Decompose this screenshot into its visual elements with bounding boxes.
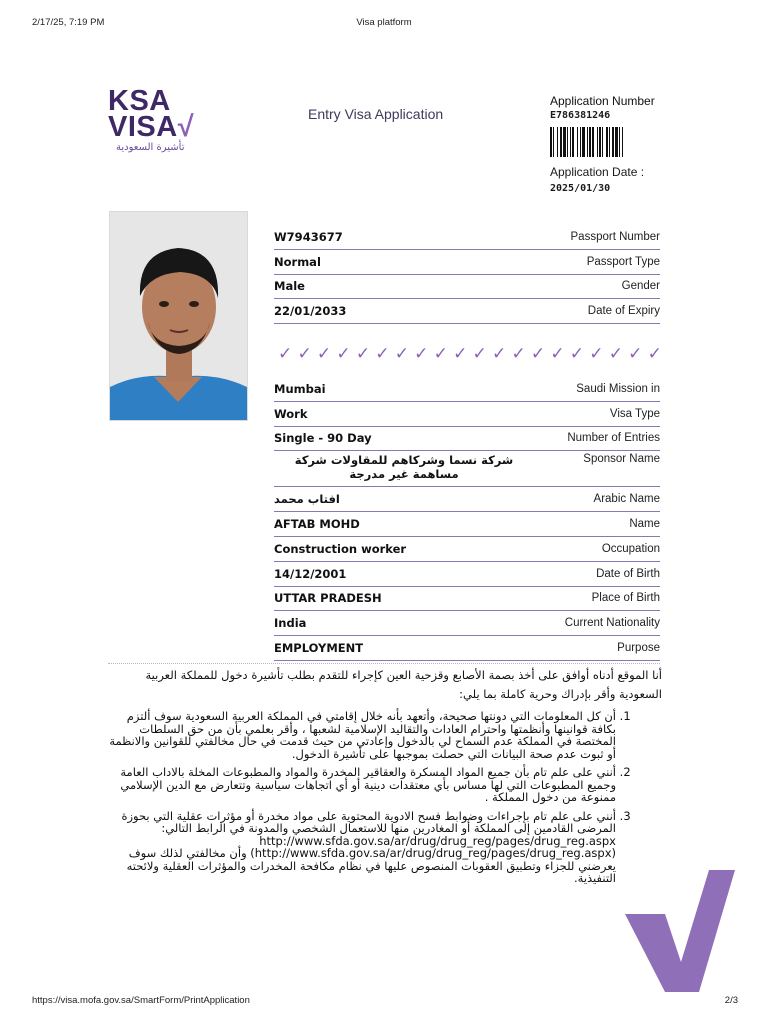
logo-visa-wordmark bbox=[108, 111, 198, 143]
section-divider bbox=[108, 663, 660, 664]
passport-type-value: Normal bbox=[274, 254, 321, 269]
check-icon: ✓ bbox=[647, 344, 662, 364]
sponsor-name-label: Sponsor Name bbox=[583, 453, 660, 466]
sponsor-name-value: شركة نسما وشركاهم للمقاولات شركة مساهمة غير مدرجة bbox=[294, 453, 514, 482]
field-row-passport-number bbox=[274, 225, 660, 250]
barcode-bar bbox=[622, 127, 623, 157]
saudi-mission-value: Mumbai bbox=[274, 381, 326, 396]
check-icon: ✓ bbox=[394, 344, 409, 364]
check-icon: ✓ bbox=[550, 344, 565, 364]
barcode-bar bbox=[570, 127, 571, 157]
field-row-name bbox=[274, 512, 660, 537]
check-icon: ✓ bbox=[608, 344, 623, 364]
declaration-item: 1. أن كل المعلومات التي دونتها صحيحة، وأتعهد بأنه خلال إقامتي في المملكة العربية السعودية سوف ألتزم بكافة قوانينها وأنظمتها واحترام العادات والتقاليد الإسلامية لشعبها ، وأقر بعلمي بأن من حق السلطات المختصة في المملكة عدم السماح لي بالدخول وإعادتي من حيث قدمت في حال مخالفتي للقوانين والانظمة أو ثبوت عدم صحة البيانات التي حصلت بموجبها على تأشيرة الدخول. bbox=[100, 710, 616, 760]
date-of-expiry-label: Date of Expiry bbox=[587, 305, 660, 318]
barcode-bar bbox=[550, 127, 552, 157]
declaration-text bbox=[100, 666, 662, 891]
date-of-expiry-value: 22/01/2033 bbox=[274, 304, 347, 319]
barcode-bar bbox=[553, 127, 554, 157]
check-icon: ✓ bbox=[628, 344, 643, 364]
gender-label: Gender bbox=[621, 280, 660, 293]
field-row-current-nationality bbox=[274, 611, 660, 636]
declaration-list bbox=[100, 710, 662, 885]
passport-details bbox=[274, 225, 660, 324]
check-icon: ✓ bbox=[453, 344, 468, 364]
name-value: AFTAB MOHD bbox=[274, 517, 360, 532]
check-icon: ✓ bbox=[569, 344, 585, 364]
barcode-bar bbox=[563, 127, 566, 157]
application-barcode bbox=[550, 127, 662, 157]
number-of-entries-label: Number of Entries bbox=[567, 432, 660, 445]
barcode-bar bbox=[615, 127, 618, 157]
check-icon: ✓ bbox=[589, 344, 604, 364]
print-page-number: 2/3 bbox=[724, 995, 738, 1006]
barcode-bar bbox=[582, 127, 585, 157]
check-icon: ✓ bbox=[530, 344, 546, 364]
check-icon: ✓ bbox=[511, 344, 526, 364]
visa-details bbox=[274, 377, 660, 661]
barcode-bar bbox=[592, 127, 594, 157]
barcode-bar bbox=[560, 127, 562, 157]
barcode-bar bbox=[606, 127, 608, 157]
occupation-value: Construction worker bbox=[274, 541, 407, 556]
place-of-birth-label: Place of Birth bbox=[591, 592, 660, 605]
application-number-label: Application Number bbox=[550, 94, 655, 108]
barcode-bar bbox=[557, 127, 558, 157]
check-icon: ✓ bbox=[297, 344, 312, 364]
purpose-label: Purpose bbox=[617, 642, 660, 655]
field-row-saudi-mission bbox=[274, 377, 660, 402]
application-number: E786381246 bbox=[550, 110, 611, 121]
barcode-bar bbox=[577, 127, 578, 157]
current-nationality-value: India bbox=[274, 616, 307, 631]
application-date: 2025/01/30 bbox=[550, 183, 611, 194]
applicant-photo bbox=[109, 211, 248, 421]
field-row-number-of-entries bbox=[274, 427, 660, 452]
barcode-bar bbox=[587, 127, 588, 157]
print-title: Visa platform bbox=[356, 17, 412, 28]
barcode-bar bbox=[619, 127, 620, 157]
barcode-bar bbox=[612, 127, 614, 157]
check-icon: ✓ bbox=[336, 344, 351, 364]
barcode-bar bbox=[589, 127, 591, 157]
visa-type-value: Work bbox=[274, 406, 308, 421]
current-nationality-label: Current Nationality bbox=[564, 617, 660, 630]
applicant-portrait-graphic bbox=[110, 212, 247, 420]
print-datetime: 2/17/25, 7:19 PM bbox=[32, 17, 105, 28]
watermark-check-icon bbox=[625, 870, 735, 992]
arabic-name-value: افتاب محمد bbox=[274, 492, 340, 507]
print-url: https://visa.mofa.gov.sa/SmartForm/PrintApplication bbox=[32, 995, 250, 1006]
check-icon: ✓ bbox=[316, 344, 332, 364]
logo-ksa-text: KSA bbox=[108, 85, 171, 117]
security-check-strip bbox=[278, 345, 662, 363]
field-row-date-of-expiry bbox=[274, 299, 660, 324]
declaration-item: 3. أنني على علم تام بإجراءات وضوابط فسح الادوية المحتوية على مواد مخدرة أو مؤثرات عقلية التي بحوزة المرضى القادمين إلى المملكة أو المغادرين منها للاستعمال الشخصي والمدونة في الرابط التالي: http://www.sfda.gov.sa/ar/drug/drug_reg/pages/drug_reg.aspx (http://www.sfda.gov.sa/ar/drug/drug_reg/pages/drug_reg.aspx) وأن مخالفتي لذلك سوف يعرضني للجزاء وتطبيق العقوبات المنصوص عليها في نظام مكافحة المخدرات والمؤثرات العقلية ولائحته التنفيذية. bbox=[100, 810, 616, 885]
check-icon: ✓ bbox=[433, 344, 448, 364]
logo-check-icon: √ bbox=[177, 111, 195, 143]
visa-type-label: Visa Type bbox=[609, 407, 660, 420]
barcode-bar bbox=[580, 127, 581, 157]
field-row-occupation bbox=[274, 537, 660, 562]
barcode-bar bbox=[567, 127, 568, 157]
barcode-bar bbox=[572, 127, 574, 157]
passport-number-label: Passport Number bbox=[570, 230, 660, 243]
passport-type-label: Passport Type bbox=[586, 255, 660, 268]
place-of-birth-value: UTTAR PRADESH bbox=[274, 591, 382, 606]
declaration-item: 2. أنني على علم تام بأن جميع المواد المسكرة والعقاقير المخدرة والمواد والمطبوعات المخلة بالاداب العامة وجميع المطبوعات التي لها مساس بأي معتقدات دينية أو أي اتجاهات سياسية وتتعارض مع الدين الإسلامي ممنوعة من دخول المملكة . bbox=[100, 766, 616, 804]
field-row-sponsor-name bbox=[274, 451, 660, 487]
gender-value: Male bbox=[274, 279, 305, 294]
application-info bbox=[550, 95, 670, 194]
date-of-birth-value: 14/12/2001 bbox=[274, 566, 347, 581]
check-icon: ✓ bbox=[355, 344, 371, 364]
field-row-gender bbox=[274, 275, 660, 300]
ksa-visa-logo bbox=[108, 85, 198, 158]
number-of-entries-value: Single - 90 Day bbox=[274, 431, 372, 446]
declaration-intro: أنا الموقع أدناه أوافق على أخذ بصمة الأصابع وقزحية العين كإجراء للتقدم بطلب تأشيرة دخول للمملكة العربية السعودية وأقر بإدراك وحرية كاملة بما يلي: bbox=[145, 668, 662, 701]
check-icon: ✓ bbox=[375, 344, 390, 364]
field-row-visa-type bbox=[274, 402, 660, 427]
saudi-mission-label: Saudi Mission in bbox=[576, 382, 660, 395]
field-row-arabic-name bbox=[274, 487, 660, 512]
field-row-date-of-birth bbox=[274, 562, 660, 587]
barcode-bar bbox=[609, 127, 610, 157]
logo-visa-text: VISA bbox=[108, 111, 178, 143]
application-date-label: : Application Date bbox=[550, 165, 645, 179]
field-row-place-of-birth bbox=[274, 587, 660, 612]
barcode-bar bbox=[599, 127, 601, 157]
purpose-value: EMPLOYMENT bbox=[274, 641, 364, 656]
field-row-purpose bbox=[274, 636, 660, 661]
check-icon: ✓ bbox=[491, 344, 507, 364]
document-title: Entry Visa Application bbox=[308, 106, 444, 122]
passport-number-value: W7943677 bbox=[274, 229, 343, 244]
occupation-label: Occupation bbox=[601, 542, 660, 555]
logo-arabic-text: تأشيرة السعودية bbox=[116, 142, 185, 153]
barcode-bar bbox=[597, 127, 598, 157]
name-label: Name bbox=[629, 518, 660, 531]
check-icon: ✓ bbox=[472, 344, 487, 364]
field-row-passport-type bbox=[274, 250, 660, 275]
check-icon: ✓ bbox=[278, 344, 293, 364]
arabic-name-label: Arabic Name bbox=[593, 493, 660, 506]
check-icon: ✓ bbox=[414, 344, 429, 364]
date-of-birth-label: Date of Birth bbox=[596, 567, 660, 580]
barcode-bar bbox=[602, 127, 603, 157]
